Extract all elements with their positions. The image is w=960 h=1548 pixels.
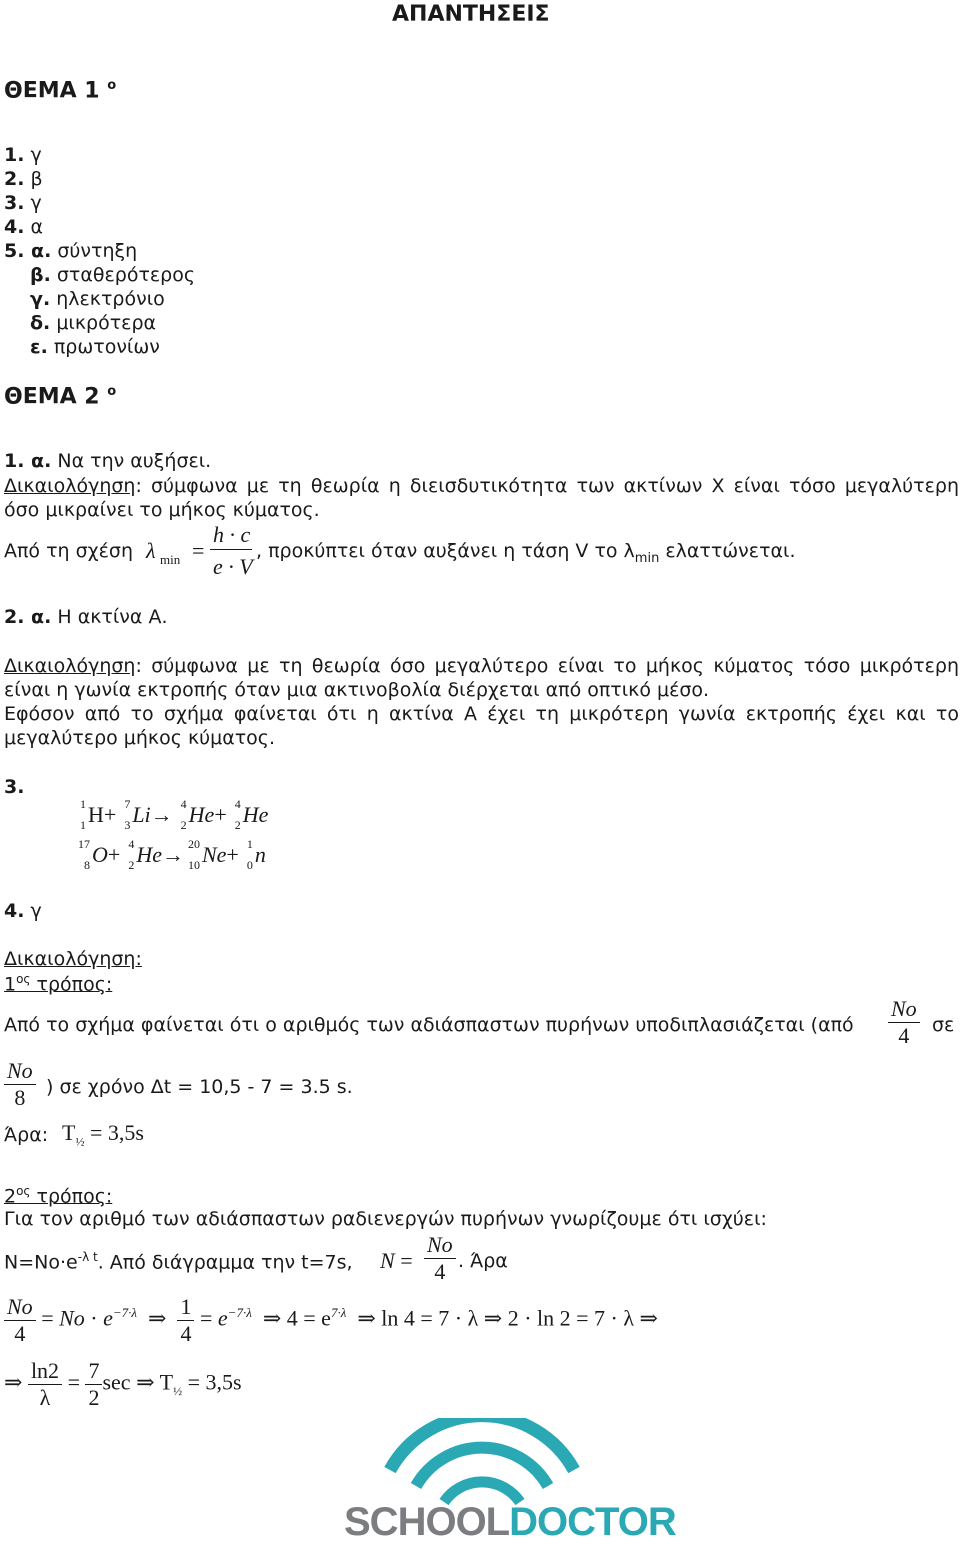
way1-ara: Άρα:: [4, 1124, 49, 1146]
lambda-min-subscript: min: [160, 552, 181, 567]
theme2-q3-number: 3.: [4, 776, 25, 798]
formula-fraction-bar: [210, 549, 252, 550]
wifi-logo-icon: [382, 1418, 582, 1510]
theme2-q2-text: Εφόσον από το σχήμα φαίνεται ότι η ακτίνα Α έχει τη μικρότερη γωνία εκτροπής έχει και το μεγαλύτερο μήκος κύματος.: [4, 703, 959, 749]
formula-denominator: e · V: [213, 554, 253, 579]
theme2-q2-justification: Δικαιολόγηση: σύμφωνα με τη θεωρία όσο μεγαλύτερο είναι το μήκος κύματος τόσο μικρότερη είναι η γωνία εκτροπής όταν μια ακτινοβολία διέρχεται από οπτικό μέσο.: [4, 655, 959, 701]
theme1-answer-3: 3. γ: [4, 192, 42, 214]
theme2-heading: ΘΕΜΑ 2 $^o$: [4, 384, 117, 410]
way2-N-equals: N =: [380, 1248, 413, 1273]
way1-text2: ) σε χρόνο Δt = 10,5 - 7 = 3.5 s.: [46, 1076, 353, 1098]
theme1-answer-5a: 5. α. σύντηξη: [4, 240, 138, 262]
derivation-line-1: $\frac{No}{4}$ = $No \cdot e^{-7\cdot\lambda}$ ⇒ $\frac{1}{4}$ = $e^{-7\cdot\lambda}$ ⇒ $4 = e^{7\cdot\lambda}$ ⇒ ln 4 = 7 · λ ⇒ 2 · ln 2 = 7 · λ ⇒: [4, 1294, 658, 1347]
theme1-answer-5b: β. σταθερότερος: [30, 264, 196, 286]
way1-frac-no4: $\frac{No}{4}$: [888, 996, 920, 1049]
lambda-symbol: λ: [146, 538, 156, 563]
theme1-answer-5d: δ. μικρότερα: [30, 312, 157, 334]
derivation-line-2: ⇒ $\frac{\ln 2}{\lambda}$ = $\frac{7}{2}$ sec ⇒ $T_{\frac{1}{2}} = 3,5s$: [4, 1358, 242, 1410]
theme2-q1-answer: 1. α. Να την αυξήσει.: [4, 450, 212, 472]
theme1-answer-4: 4. α: [4, 216, 44, 238]
formula-numerator: h · c: [213, 522, 251, 547]
way1-se: σε: [932, 1014, 955, 1036]
theme1-answer-5c: γ. ηλεκτρόνιο: [30, 288, 165, 310]
theme1-heading: ΘΕΜΑ 1 $^o$: [4, 78, 117, 104]
page-title: ΑΠΑΝΤΗΣΕΙΣ: [392, 2, 550, 27]
way1-halflife: $T_{\frac{1}{2}} = 3,5s$: [62, 1120, 144, 1149]
way2-ara: . Άρα: [458, 1250, 508, 1272]
theme2-q1-justification: Δικαιολόγηση: σύμφωνα με τη θεωρία η διεισδυτικότητα των ακτίνων Χ είναι τόσο μεγαλύτερη όσο μικραίνει το μήκος κύματος.: [4, 475, 959, 521]
nuclear-reaction-1: 1 1 H+ 7 3 Li→ 4 2 He+ 4 2 He: [80, 797, 269, 832]
theme2-q2-answer: 2. α. Η ακτίνα Α.: [4, 606, 168, 628]
way1-text: Από το σχήμα φαίνεται ότι ο αριθμός των αδιάσπαστων πυρήνων υποδιπλασιάζεται (από: [4, 1014, 854, 1036]
way2-decay-law: $N=No\cdot e^{-\lambda t}$. Από διάγραμμα την t=7s,: [4, 1250, 353, 1274]
theme2-q1-relation-text: Από τη σχέση: [4, 540, 133, 562]
theme2-q1-relation-conclusion: , προκύπτει όταν αυξάνει η τάση V το $\lambda_{min}$ ελαττώνεται.: [256, 540, 796, 566]
theme1-answer-2: 2. β: [4, 168, 43, 190]
way1-label: $1^{o\varsigma}$ τρόπος:: [4, 972, 113, 996]
theme2-q4-justification-label: Δικαιολόγηση:: [4, 948, 142, 970]
schooldoctor-logo: SCHOOLDOCTOR: [344, 1500, 676, 1544]
way2-frac-no4: $\frac{No}{4}$: [424, 1232, 456, 1285]
way2-text: Για τον αριθμό των αδιάσπαστων ραδιενεργών πυρήνων γνωρίζουμε ότι ισχύει:: [4, 1208, 767, 1230]
theme1-answer-5e: ε. πρωτονίων: [30, 336, 160, 358]
nuclear-reaction-2: 17 8 O+ 4 2 He→ 20 10 Ne+ 1 0 n: [78, 837, 266, 872]
theme2-q4-answer: 4. γ: [4, 900, 42, 922]
way2-label: $2^{o\varsigma}$ τρόπος:: [4, 1184, 113, 1208]
theme1-answer-1: 1. γ: [4, 144, 42, 166]
equals-sign: =: [192, 538, 205, 563]
way1-frac-no8: $\frac{No}{8}$: [4, 1058, 36, 1111]
